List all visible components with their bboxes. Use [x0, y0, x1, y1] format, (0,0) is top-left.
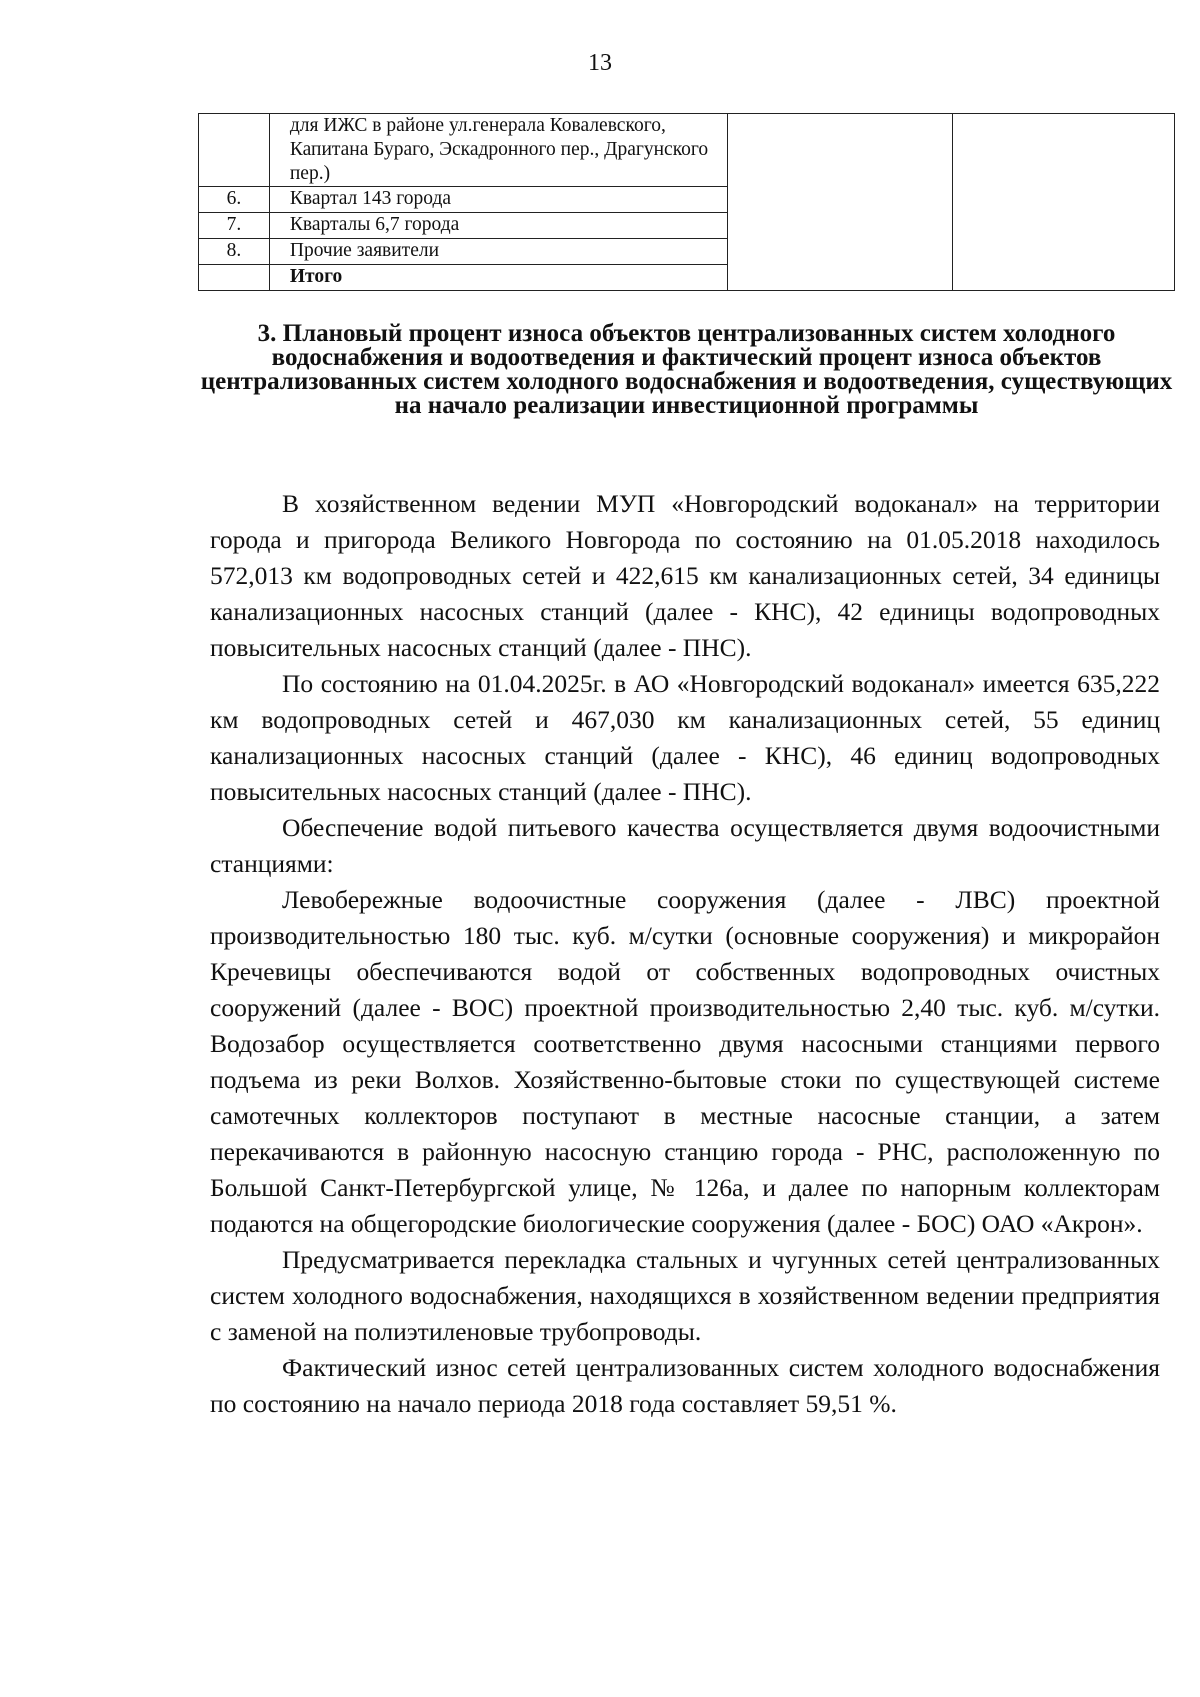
row-number: 6.: [199, 187, 270, 213]
value-column-cell: [728, 114, 952, 291]
table-row: [199, 114, 1175, 187]
row-number: [199, 114, 270, 187]
row-name: для ИЖС в районе ул.генерала Ковалевского, Капитана Бураго, Эскадронного пер., Драгунского пер.): [269, 114, 727, 187]
page-number: 13: [588, 50, 612, 76]
paragraph: Фактический износ сетей централизованных систем холодного водоснабжения по состоянию на начало периода 2018 года составляет 59,51 %.: [210, 1353, 1160, 1418]
row-name: Кварталы 6,7 города: [269, 213, 727, 239]
network-table: [198, 113, 1175, 291]
paragraph: Обеспечение водой питьевого качества осуществляется двумя водоочистными станциями:: [210, 813, 1160, 878]
body-text: [210, 486, 1160, 1422]
paragraph: В хозяйственном ведении МУП «Новгородский водоканал» на территории города и пригорода Великого Новгорода по состоянию на 01.05.2018 находилось 572,013 км водопроводных сетей и 422,615 км канализационных сетей, 34 единицы канализационных насосных станций (далее - КНС), 42 единицы водопроводных повысительных насосных станций (далее - ПНС).: [210, 489, 1160, 662]
row-number: 7.: [199, 213, 270, 239]
paragraph: Предусматривается перекладка стальных и чугунных сетей централизованных систем холодного водоснабжения, находящихся в хозяйственном ведении предприятия с заменой на полиэтиленовые трубопроводы.: [210, 1245, 1160, 1346]
value-column-cell: [952, 114, 1174, 291]
row-name: Прочие заявители: [269, 239, 727, 265]
paragraph: Левобережные водоочистные сооружения (далее - ЛВС) проектной производительностью 180 тыс. куб. м/сутки (основные сооружения) и микрорайон Кречевицы обеспечиваются водой от собственных водопроводных очистных сооружений (далее - ВОС) проектной производительностью 2,40 тыс. куб. м/сутки. Водозабор осуществляется соответственно двумя насосными станциями первого подъема из реки Волхов. Хозяйственно-бытовые стоки по существующей системе самотечных коллекторов поступают в местные насосные станции, а затем перекачиваются в районную насосную станцию города - РНС, расположенную по Большой Санкт-Петербургской улице, № 126а, и далее по напорным коллекторам подаются на общегородские биологические сооружения (далее - БОС) ОАО «Акрон».: [210, 885, 1160, 1238]
row-number: 8.: [199, 239, 270, 265]
total-label: Итого: [269, 265, 727, 291]
section-heading: 3. Плановый процент износа объектов централизованных систем холодного водоснабжения и водоотведения и фактический процент износа объектов централизованных систем холодного водоснабжения и водоотведения, существующих на начало реализации инвестиционной программы: [200, 320, 1173, 419]
row-number: [199, 265, 270, 291]
row-name: Квартал 143 города: [269, 187, 727, 213]
paragraph: По состоянию на 01.04.2025г. в АО «Новгородский водоканал» имеется 635,222 км водопроводных сетей и 467,030 км канализационных сетей, 55 единиц канализационных насосных станций (далее - КНС), 46 единиц водопроводных повысительных насосных станций (далее - ПНС).: [210, 669, 1160, 806]
